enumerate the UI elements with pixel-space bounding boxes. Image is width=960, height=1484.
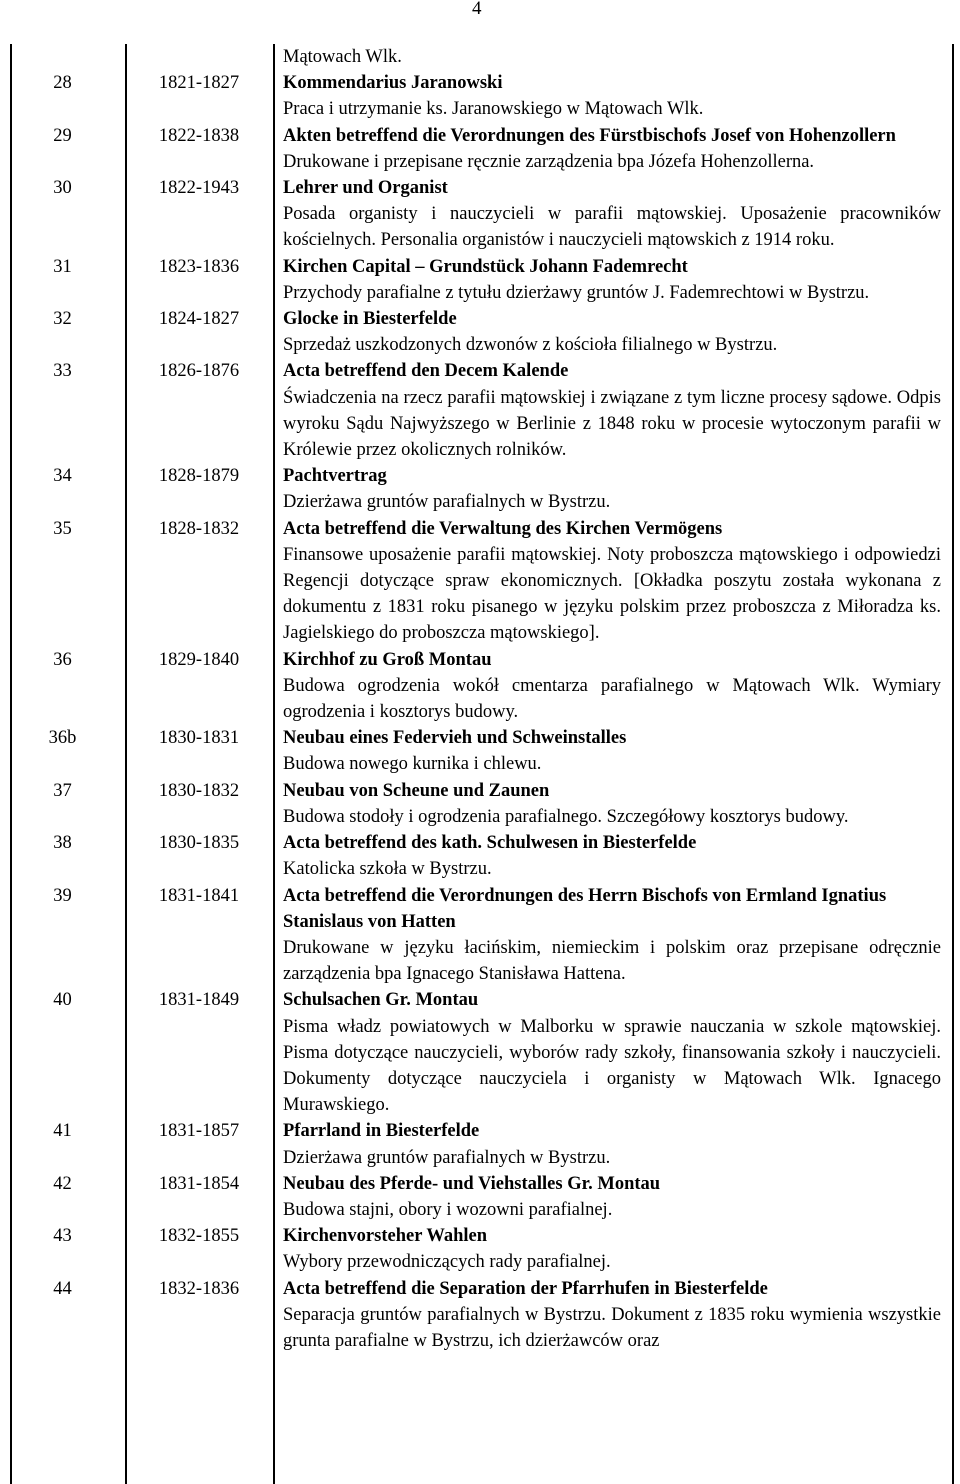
entry-number: 28 — [53, 73, 72, 94]
entry-number: 32 — [53, 309, 72, 330]
entry-content — [273, 1118, 941, 1170]
table-row — [0, 883, 960, 988]
entry-title: Neubau von Scheune und Zaunen — [283, 780, 550, 801]
table-row — [0, 1223, 960, 1275]
table-row — [0, 306, 960, 358]
entry-title: Glocke in Biesterfelde — [283, 309, 457, 330]
table-row — [0, 987, 960, 1118]
entry-number: 29 — [53, 125, 72, 146]
entry-number: 38 — [53, 833, 72, 854]
entry-description: Drukowane w języku łacińskim, niemieckim i polskim oraz przepisane odręcznie zarządzenia bpa Ignacego Stanisława Hattena. — [283, 937, 941, 985]
entry-description: Budowa nowego kurnika i chlewu. — [283, 754, 542, 775]
table-row — [0, 830, 960, 882]
entry-description: Praca i utrzymanie ks. Jaranowskiego w Mątowach Wlk. — [283, 99, 704, 120]
entry-description: Drukowane i przepisane ręcznie zarządzenia bpa Józefa Hohenzollerna. — [283, 151, 815, 172]
page-number: 4 — [472, 0, 482, 19]
entry-content — [273, 463, 941, 515]
entry-content — [273, 1276, 941, 1355]
entry-years: 1824-1827 — [158, 309, 240, 330]
entry-number: 36 — [53, 649, 72, 670]
entry-title: Neubau des Pferde- und Viehstalles Gr. Montau — [283, 1173, 661, 1194]
entry-description: Separacja gruntów parafialnych w Bystrzu. Dokument z 1835 roku wymienia wszystkie grunta parafialne w Bystrzu, ich dzierżawców oraz — [283, 1304, 941, 1351]
entry-description: Budowa stajni, obory i wozowni parafialnej. — [283, 1199, 613, 1220]
entry-description: Finansowe uposażenie parafii mątowskiej. Noty proboszcza mątowskiego i odpowiedzi Regencji dotyczące spraw ekonomicznych. [Okładka poszytu została wykonana z dokumentu z 1831 roku pisanego w języku polskim przez proboszcza z Miłoradza ks. Jagielskiego do proboszcza mątowskiego]. — [283, 544, 941, 644]
entry-description: Katolicka szkoła w Bystrzu. — [283, 859, 492, 880]
entry-years: 1828-1879 — [158, 466, 240, 487]
entry-content — [273, 1223, 941, 1275]
entry-years: 1826-1876 — [158, 361, 240, 382]
entry-number: 37 — [53, 780, 72, 801]
entry-years: 1828-1832 — [158, 518, 240, 539]
entry-years: 1832-1836 — [158, 1278, 240, 1299]
entry-content — [273, 516, 941, 647]
entry-number: 43 — [53, 1226, 72, 1247]
entry-years: 1829-1840 — [158, 649, 240, 670]
entry-number: 40 — [53, 990, 72, 1011]
table-row — [0, 1276, 960, 1355]
entry-title: Akten betreffend die Verordnungen des Fürstbischofs Josef von Hohenzollern — [283, 125, 896, 146]
entry-description: Budowa stodoły i ogrodzenia parafialnego. Szczegółowy kosztorys budowy. — [283, 806, 849, 827]
inventory-table — [0, 44, 960, 1354]
entry-content — [273, 70, 941, 122]
entry-number: 31 — [53, 256, 72, 277]
entry-number: 39 — [53, 885, 72, 906]
entry-title: Acta betreffend des kath. Schulwesen in Biesterfelde — [283, 833, 697, 854]
table-row — [0, 463, 960, 515]
table-row — [0, 647, 960, 726]
table-row — [0, 254, 960, 306]
entry-number: 41 — [53, 1121, 72, 1142]
entry-description: Dzierżawa gruntów parafialnych w Bystrzu. — [283, 492, 611, 513]
entry-number: 30 — [53, 178, 72, 199]
entry-content — [273, 778, 941, 830]
entry-content — [273, 725, 941, 777]
entry-years: 1821-1827 — [158, 73, 240, 94]
entry-title: Kirchhof zu Groß Montau — [283, 649, 492, 670]
entry-years: 1831-1849 — [158, 990, 240, 1011]
table-row — [0, 175, 960, 254]
entry-title: Kirchen Capital – Grundstück Johann Fademrecht — [283, 256, 688, 277]
entry-years: 1830-1835 — [158, 833, 240, 854]
entry-years: 1831-1854 — [158, 1173, 240, 1194]
entry-description: Przychody parafialne z tytułu dzierżawy gruntów J. Fademrechtowi w Bystrzu. — [283, 282, 870, 303]
table-row — [0, 516, 960, 647]
table-row — [0, 44, 960, 70]
entry-number: 33 — [53, 361, 72, 382]
table-row — [0, 778, 960, 830]
entry-content — [273, 306, 941, 358]
entry-content — [273, 254, 941, 306]
entry-title: Acta betreffend die Separation der Pfarrhufen in Biesterfelde — [283, 1278, 768, 1299]
table-row — [0, 70, 960, 122]
entry-years: 1831-1841 — [158, 885, 240, 906]
entry-content — [273, 987, 941, 1118]
entry-title: Kirchenvorsteher Wahlen — [283, 1226, 488, 1247]
entry-title: Pfarrland in Biesterfelde — [283, 1121, 480, 1142]
table-row — [0, 358, 960, 463]
entry-description: Sprzedaż uszkodzonych dzwonów z kościoła filialnego w Bystrzu. — [283, 335, 778, 356]
entry-years: 1830-1831 — [158, 728, 240, 749]
table-row — [0, 123, 960, 175]
entry-description: Dzierżawa gruntów parafialnych w Bystrzu. — [283, 1147, 611, 1168]
continued-description: Mątowach Wlk. — [283, 47, 402, 67]
table-row — [0, 1118, 960, 1170]
entry-title: Kommendarius Jaranowski — [283, 73, 503, 94]
entry-number: 35 — [53, 518, 72, 539]
entry-title: Acta betreffend die Verwaltung des Kirchen Vermögens — [283, 518, 723, 539]
entry-title: Schulsachen Gr. Montau — [283, 990, 479, 1011]
entry-content — [273, 647, 941, 726]
entry-years: 1822-1838 — [158, 125, 240, 146]
entry-content — [273, 883, 941, 988]
entry-content — [273, 358, 941, 463]
entry-number: 42 — [53, 1173, 72, 1194]
entry-description: Świadczenia na rzecz parafii mątowskiej i związane z tym liczne procesy sądowe. Odpis wyroku Sądu Najwyższego w Berlinie z 1848 roku w procesie wytoczonym parafii w Królewie przez okolicznych rolników. — [283, 387, 941, 461]
entry-content — [273, 1171, 941, 1223]
entry-title: Acta betreffend den Decem Kalende — [283, 361, 569, 382]
entry-description: Wybory przewodniczących rady parafialnej. — [283, 1252, 611, 1273]
entry-title: Lehrer und Organist — [283, 178, 448, 199]
entry-title: Neubau eines Federvieh und Schweinstalles — [283, 728, 627, 749]
entry-title: Acta betreffend die Verordnungen des Herrn Bischofs von Ermland Ignatius Stanislaus von Hatten — [283, 885, 887, 932]
entry-years: 1823-1836 — [158, 256, 240, 277]
entry-years: 1831-1857 — [158, 1121, 240, 1142]
entry-number: 34 — [53, 466, 72, 487]
entry-title: Pachtvertrag — [283, 466, 387, 487]
table-row — [0, 1171, 960, 1223]
entry-content — [273, 123, 941, 175]
entry-number: 44 — [53, 1278, 72, 1299]
entry-description: Budowa ogrodzenia wokół cmentarza parafialnego w Mątowach Wlk. Wymiary ogrodzenia i kosztorys budowy. — [283, 675, 941, 723]
entry-description: Posada organisty i nauczycieli w parafii mątowskiej. Uposażenie pracowników kościelnych. Personalia organistów i nauczycieli mątowskich z 1914 roku. — [283, 204, 941, 251]
entry-description: Pisma władz powiatowych w Malborku w sprawie nauczania w szkole mątowskiej. Pisma dotyczące nauczycieli, wyborów rady szkoły, finansowania szkoły i nauczycieli. Dokumenty dotyczące nauczyciela i organisty w Mątowach Wlk. Ignacego Murawskiego. — [283, 1016, 941, 1116]
entry-years: 1830-1832 — [158, 780, 240, 801]
entry-years: 1822-1943 — [158, 178, 240, 199]
entry-content — [273, 175, 941, 254]
entry-years: 1832-1855 — [158, 1226, 240, 1247]
table-row — [0, 725, 960, 777]
entry-content — [273, 830, 941, 882]
entry-number: 36b — [48, 728, 77, 749]
